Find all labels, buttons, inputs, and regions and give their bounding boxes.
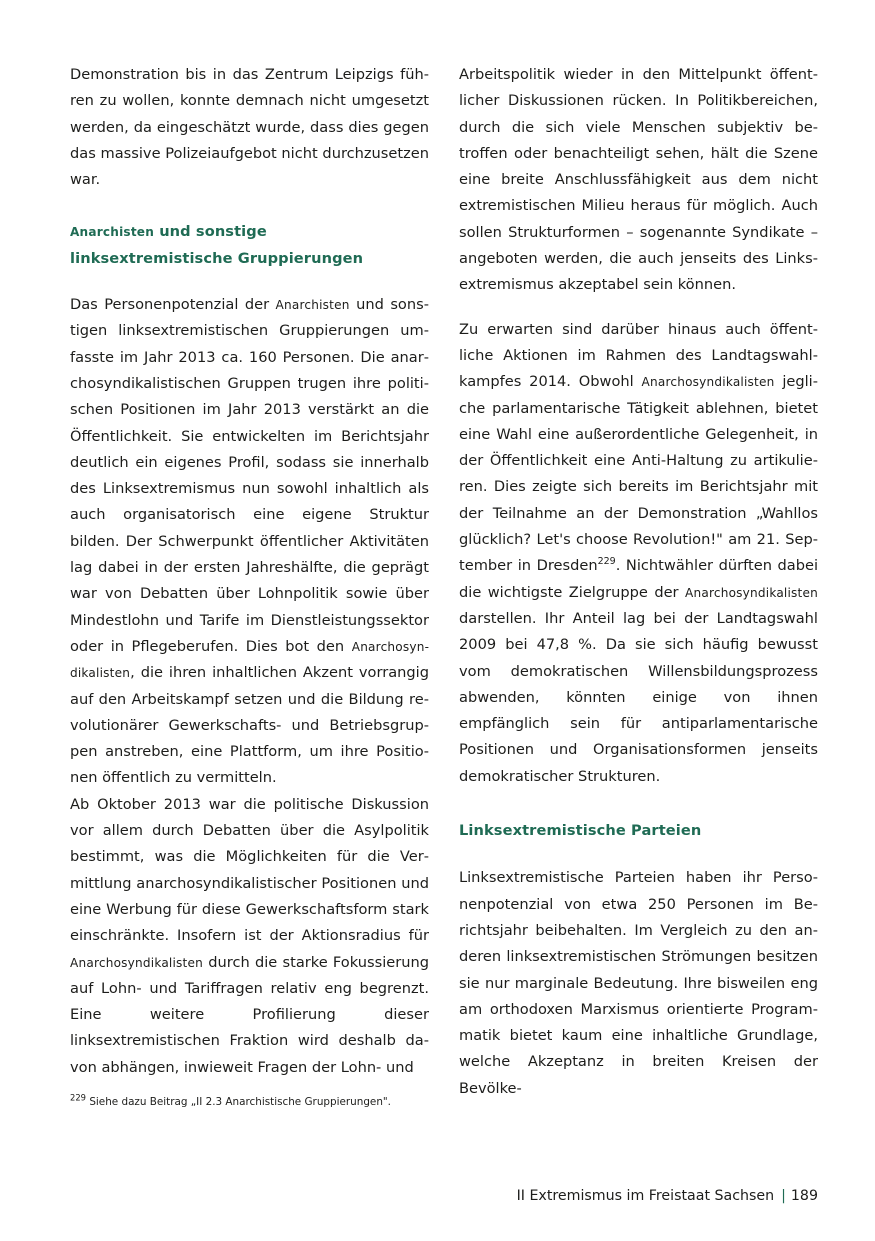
footnote-text: Siehe dazu Beitrag „II 2.3 Anarchistische Gruppierungen". (89, 1096, 391, 1108)
text-run: jegliche parlamentarische Tätigkeit ablehnen, bietet eine Wahl eine außerordentliche Gelegenheit, in der Öffentlichkeit eine Anti-Haltung zu artikulieren. Dies zeigte sich bereits im Berichtsjahr mit der Teilnahme an der Demonstration „Wahllos glücklich? Let's choose Revolution!" am 21. September in Dresden (459, 373, 819, 575)
right-column (459, 62, 818, 1102)
section-heading-parteien: Linksextremistische Parteien (459, 822, 702, 840)
text-run: darstellen. Ihr Anteil lag bei der Landtagswahl 2009 bei 47,8 %. Da sie sich häufig bewusst vom demokratischen Willensbildungsprozess abwenden, könnten einige von ihnen empfänglich sein für antiparlamentarische Positionen und Organisationsformen jenseits demokratischer Strukturen. (459, 609, 818, 785)
text-run: und sonstigen linksextremistischen Gruppierungen umfasste im Jahr 2013 ca. 160 Personen. Die anarchosyndikalistischen Gruppen trugen ihre politischen Positionen im Jahr 2013 verstärkt an die Öffentlichkeit. Sie entwickelten im Berichtsjahr deutlich ein eigenes Profil, sodass sie innerhalb des Linksextremismus nun sowohl inhaltlich als auch organisatorisch eine eigene Struktur bilden. Der Schwerpunkt öffentlicher Aktivitäten lag dabei in der ersten Jahreshälfte, die geprägt war von Debatten über Lohnpolitik sowie über Mindestlohn und Tarife im Dienstleistungssektor oder in Pflegeberufen. Dies bot den (70, 296, 429, 655)
smallcaps-term: Anarchosyndikalisten (641, 375, 775, 390)
text-run: durch die starke Fokussierung auf Lohn- und Tariffragen relativ eng begrenzt. Eine weitere Profilierung dieser linksextremistischen Fraktion wird deshalb davon abhängen, inwieweit Fragen der Lohn- und (70, 953, 429, 1076)
paragraph: Demonstration bis in das Zentrum Leipzigs führen zu wollen, konnte demnach nicht umgesetzt werden, da eingeschätzt wurde, dass dies gegen das massive Polizeiaufgebot nicht durchzusetzen war. (70, 66, 429, 189)
left-column (70, 62, 429, 1102)
smallcaps-term: Anarchosyndikalisten (685, 585, 818, 600)
two-column-body (70, 62, 818, 1102)
page-footer (517, 1188, 818, 1204)
section-heading-anarchisten (70, 219, 429, 272)
footnote (70, 1094, 490, 1110)
page-number: 189 (790, 1188, 818, 1204)
footnote-reference: 229 (597, 556, 616, 568)
footer-separator: | (781, 1188, 786, 1204)
text-run: . Nichtwähler dürften dabei die wichtigste Zielgruppe der (459, 557, 819, 601)
smallcaps-term: Anarchosyndikalisten (70, 639, 429, 681)
paragraph (459, 317, 818, 790)
text-run: Ab Oktober 2013 war die politische Diskussion vor allem durch Debatten über die Asylpolitik bestimmt, was die Möglichkeiten für die Vermittlung anarchosyndikalistischer Positionen und eine Werbung für diese Gewerkschaftsform stark einschränkte. Insofern ist der Aktionsradius für (70, 795, 429, 945)
footnote-number: 229 (70, 1092, 86, 1103)
paragraph (70, 792, 429, 1081)
smallcaps-term: Anarchosyndikalisten (70, 955, 203, 970)
text-run: Zu erwarten sind darüber hinaus auch öffentliche Aktionen im Rahmen des Landtagswahlkampfes 2014. Obwohl (459, 320, 818, 391)
text-run: Das Personenpotenzial der (70, 296, 276, 314)
paragraph: Arbeitspolitik wieder in den Mittelpunkt öffentlicher Diskussionen rücken. In Politikbereichen, durch die sich viele Menschen subjektiv betroffen oder benachteiligt sehen, hält die Szene eine breite Anschlussfähigkeit aus dem nicht extremistischen Milieu heraus für möglich. Auch sollen Strukturformen – sogenannte Syndikate – angeboten werden, die auch jenseits des Linksextremismus akzeptabel sein können. (459, 66, 818, 294)
heading-smallcaps: Anarchisten (70, 225, 155, 240)
paragraph: Linksextremistische Parteien haben ihr Personenpotenzial von etwa 250 Personen im Berichtsjahr beibehalten. Im Vergleich zu den anderen linksextremistischen Strömungen besitzen sie nur marginale Bedeutung. Ihre bisweilen eng am orthodoxen Marxismus orientierte Programmatik bietet kaum eine inhaltliche Grundlage, welche Akzeptanz in breiten Kreisen der Bevölke- (459, 869, 818, 1097)
heading-rest: und sonstige linksextremistische Gruppierungen (70, 223, 364, 267)
footer-chapter: II Extremismus im Freistaat Sachsen (516, 1188, 775, 1204)
smallcaps-term: Anarchisten (275, 298, 350, 313)
text-run: , die ihren inhaltlichen Akzent vorrangig auf den Arbeitskampf setzen und die Bildung revolutionärer Gewerkschafts- und Betriebsgruppen anstreben, eine Plattform, um ihre Positionen öffentlich zu vermitteln. (70, 664, 429, 787)
paragraph (70, 292, 429, 792)
